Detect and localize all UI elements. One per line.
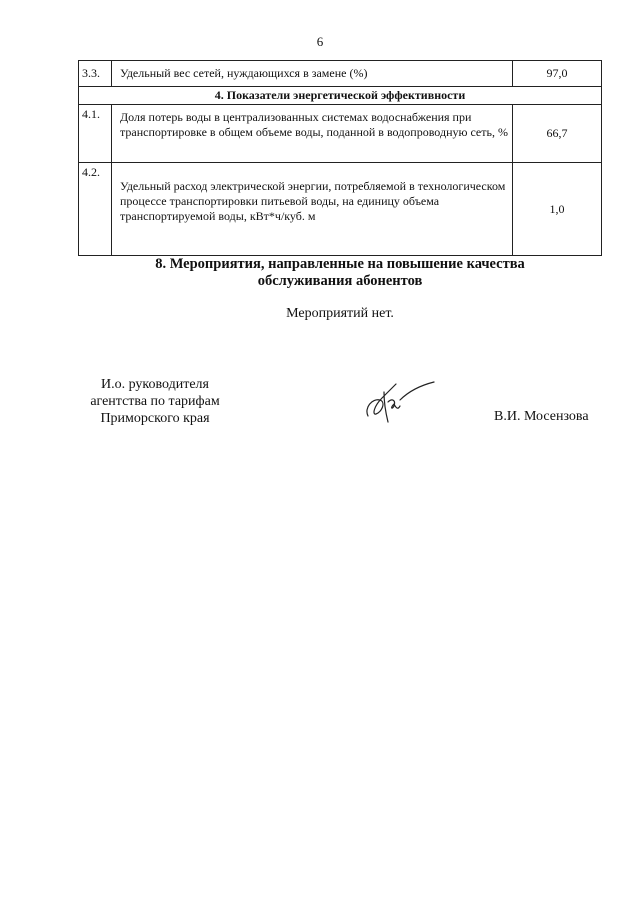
table-row xyxy=(79,61,602,87)
handwritten-signature-icon xyxy=(360,378,440,428)
row-description: Удельный вес сетей, нуждающихся в замене (%) xyxy=(112,61,513,87)
signer-position-line: агентства по тарифам xyxy=(90,394,220,409)
row-value: 97,0 xyxy=(513,61,602,87)
row-value: 1,0 xyxy=(513,163,602,256)
signer-position-line: Приморского края xyxy=(100,411,210,426)
signer-name: В.И. Мосензова xyxy=(494,409,589,424)
signer-position xyxy=(80,376,230,427)
row-number: 4.1. xyxy=(79,105,112,163)
row-number: 3.3. xyxy=(79,61,112,87)
row-number: 4.2. xyxy=(79,163,112,256)
page-number: 6 xyxy=(316,34,324,49)
row-value: 66,7 xyxy=(513,105,602,163)
section-title: 4. Показатели энергетической эффективности xyxy=(79,87,602,105)
section-8-title-line: 8. Мероприятия, направленные на повышение качества xyxy=(155,256,525,272)
table-row xyxy=(79,105,602,163)
indicators-table xyxy=(78,60,602,256)
section-8-title-line: обслуживания абонентов xyxy=(257,273,423,289)
section-8-body: Мероприятий нет. xyxy=(286,306,394,321)
table-row xyxy=(79,163,602,256)
row-description: Удельный расход электрической энергии, потребляемой в технологическом процессе транспортировки питьевой воды, на единицу объема транспортируемой воды, кВт*ч/куб. м xyxy=(112,163,513,256)
row-description: Доля потерь воды в централизованных системах водоснабжения при транспортировке в общем объеме воды, поданной в водопроводную сеть, % xyxy=(112,105,513,163)
section-8-title xyxy=(0,256,640,290)
table-section-header xyxy=(79,87,602,105)
signer-position-line: И.о. руководителя xyxy=(100,377,209,392)
